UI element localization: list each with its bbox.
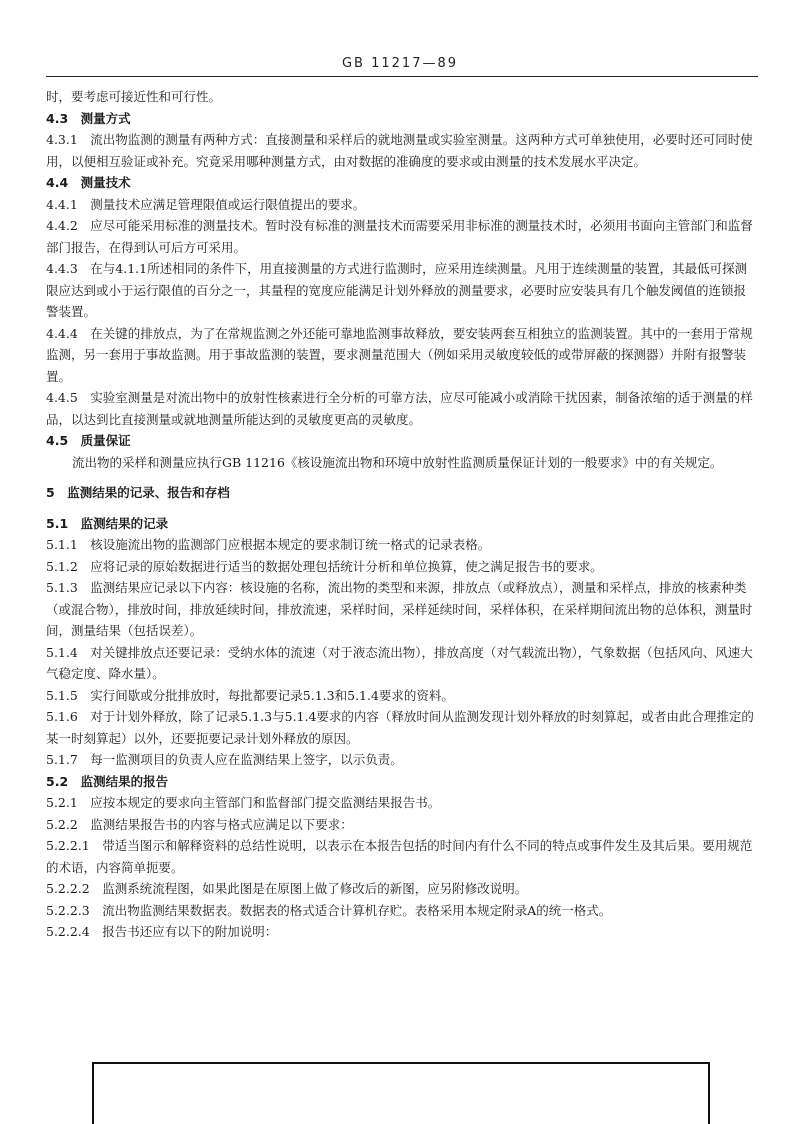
- bottom-box-frame: [92, 1062, 710, 1124]
- clause-paragraph: 5.1.6 对于计划外释放，除了记录5.1.3与5.1.4要求的内容（释放时间从监测发现计划外释放的时刻算起，或者由此合理推定的某一时刻算起）以外，还要扼要记录计划外释放的原因。: [46, 709, 754, 746]
- clause-paragraph: 5.2.1 应按本规定的要求向主管部门和监督部门提交监测结果报告书。: [46, 795, 441, 810]
- section-gap: [46, 473, 758, 482]
- clause-paragraph: 4.4.4 在关键的排放点，为了在常规监测之外还能可靠地监测事故释放，要安装两套互相独立的监测装置。其中的一套用于常规监测，另一套用于事故监测。用于事故监测的装置，要求测量范围大（例如采用灵敏度较低的或带屏蔽的探测器）并附有报警装置。: [46, 325, 753, 384]
- clause-paragraph: 4.3.1 流出物监测的测量有两种方式：直接测量和采样后的就地测量或实验室测量。这两种方式可单独使用，必要时还可同时使用，以便相互验证或补充。究竟采用哪种测量方式，由对数据的准确度的要求或由测量的技术发展水平决定。: [46, 132, 753, 169]
- clause-paragraph: 时，要考虑可接近性和可行性。: [46, 89, 222, 104]
- clause-paragraph: 5.1.2 应将记录的原始数据进行适当的数据处理包括统计分析和单位换算，使之满足报告书的要求。: [46, 558, 603, 574]
- clause-paragraph: 4.4.5 实验室测量是对流出物中的放射性核素进行全分析的可靠方法，应尽可能减小或消除干扰因素，制备浓缩的适于测量的样品，以达到比直接测量或就地测量所能达到的灵敏度更高的灵敏度。: [46, 390, 753, 427]
- clause-paragraph: 5.2.2.4 报告书还应有以下的附加说明：: [46, 924, 278, 939]
- clause-paragraph: 5.2.2.3 流出物监测结果数据表。数据表的格式适合计算机存贮。表格采用本规定附录A的统一格式。: [46, 902, 612, 918]
- page-header: GB 11217—89: [341, 56, 459, 71]
- clause-paragraph: 5.1.3 监测结果应记录以下内容：核设施的名称，流出物的类型和来源，排放点（或释放点），测量和采样点，排放的核素种类（或混合物），排放时间，排放延续时间，排放流速，采样时间，采样延续时间，采样体积，在采样期间流出物的总体积，测量时间，测量结果（包括误差）。: [46, 580, 753, 638]
- clause-paragraph: 4.4.3 在与4.1.1所述相同的条件下，用直接测量的方式进行监测时，应采用连续测量。凡用于连续测量的装置，其最低可探测限应达到或小于运行限值的百分之一，其量程的宽度应能满足计划外释放的测量要求，必要时应安装具有几个触发阈值的连锁报警装置。: [46, 261, 748, 319]
- section-heading: 5.1 监测结果的记录: [46, 515, 169, 531]
- clause-paragraph: 4.4.1 测量技术应满足管理限值或运行限值提出的要求。: [46, 196, 366, 212]
- header-rule: [46, 76, 758, 77]
- clause-paragraph: 5.2.2 监测结果报告书的内容与格式应满足以下要求：: [46, 816, 353, 832]
- clause-paragraph: 5.1.1 核设施流出物的监测部门应根据本规定的要求制订统一格式的记录表格。: [46, 537, 491, 552]
- clause-paragraph: 流出物的采样和测量应执行GB 11216《核设施流出物和环境中放射性监测质量保证计划的一般要求》中的有关规定。: [72, 454, 723, 470]
- clause-paragraph: 5.1.5 实行间歇或分批排放时，每批都要记录5.1.3和5.1.4要求的资料。: [46, 687, 454, 703]
- section-heading: 4.4 测量技术: [46, 175, 131, 190]
- clause-paragraph: 5.2.2.1 带适当图示和解释资料的总结性说明，以表示在本报告包括的时间内有什么不同的特点或事件发生及其后果。要用规范的术语，内容简单扼要。: [46, 838, 753, 875]
- clause-paragraph: 4.4.2 应尽可能采用标准的测量技术。暂时没有标准的测量技术而需要采用非标准的测量技术时，必须用书面向主管部门和监督部门报告，在得到认可后方可采用。: [46, 218, 753, 255]
- section-heading: 4.5 质量保证: [46, 433, 131, 448]
- clause-paragraph: 5.1.4 对关键排放点还要记录：受纳水体的流速（对于液态流出物），排放高度（对气载流出物），气象数据（包括风向、风速大气稳定度、降水量）。: [46, 644, 753, 681]
- section-heading: 5 监测结果的记录、报告和存档: [46, 485, 230, 500]
- section-gap: [46, 504, 758, 513]
- document-body: [46, 86, 758, 943]
- section-heading: 5.2 监测结果的报告: [46, 773, 169, 789]
- clause-paragraph: 5.1.7 每一监测项目的负责人应在监测结果上签字，以示负责。: [46, 752, 403, 767]
- section-heading: 4.3 测量方式: [46, 110, 131, 126]
- clause-paragraph: 5.2.2.2 监测系统流程图，如果此图是在原图上做了修改后的新图，应另附修改说明。: [46, 881, 528, 896]
